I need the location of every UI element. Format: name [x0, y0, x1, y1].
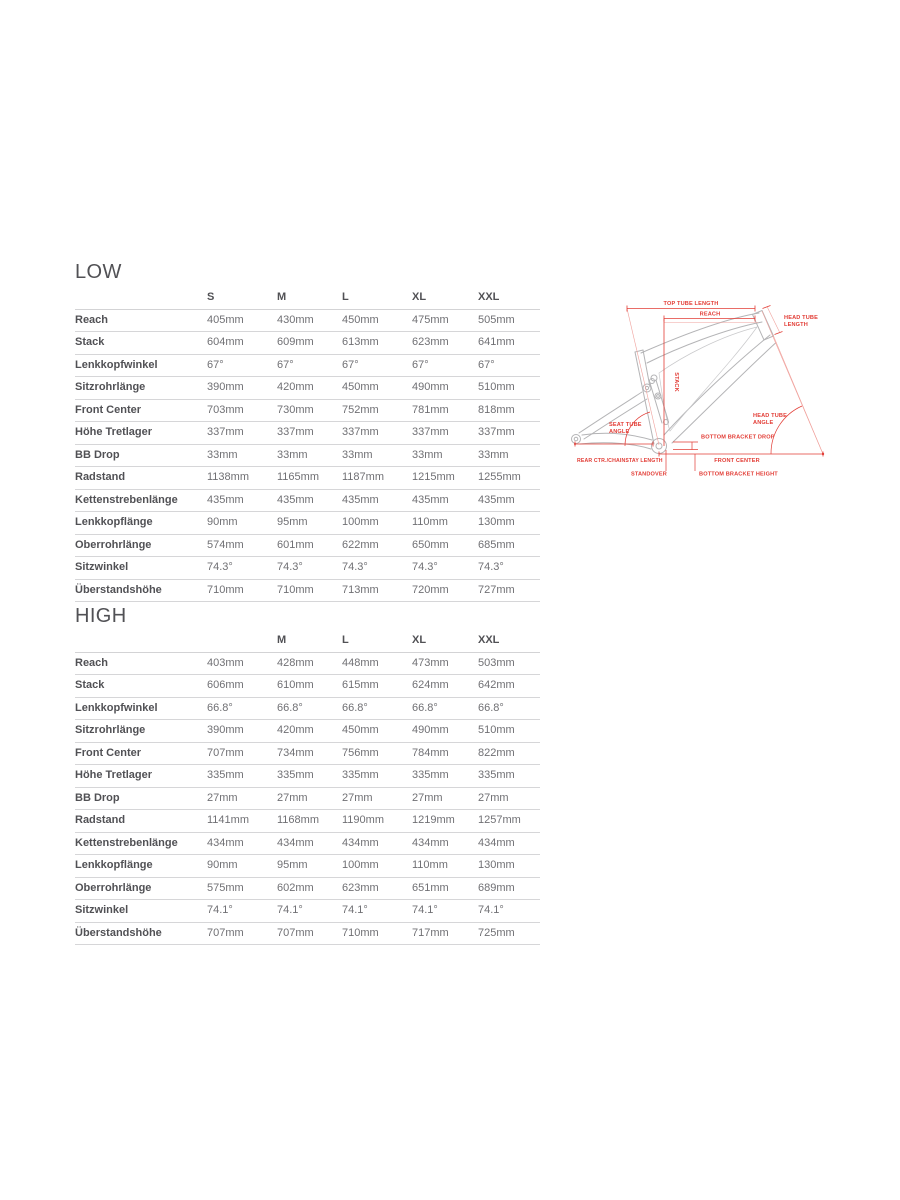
row-label: Lenkkopfwinkel: [75, 701, 158, 714]
cell-value: 1141mm: [207, 814, 249, 826]
cell-value: 756mm: [342, 746, 379, 759]
cell-value: 574mm: [207, 538, 244, 551]
table-row: [75, 675, 540, 698]
cell-value: 505mm: [478, 313, 515, 326]
cell-value: 66.8°: [412, 701, 438, 714]
cell-value: 74.1°: [277, 904, 303, 916]
table-row: [75, 765, 540, 788]
cell-value: 473mm: [412, 656, 449, 669]
row-label: Sitzrohrlänge: [75, 724, 146, 736]
cell-value: 1190mm: [342, 814, 384, 826]
cell-value: 1215mm: [412, 471, 455, 483]
cell-value: 337mm: [342, 426, 379, 438]
table-row: [75, 900, 540, 923]
table-row: [75, 535, 540, 558]
cell-value: 335mm: [342, 769, 379, 781]
cell-value: 100mm: [342, 859, 379, 871]
cell-value: 752mm: [342, 403, 379, 416]
cell-value: 784mm: [412, 746, 449, 759]
cell-value: 650mm: [412, 538, 449, 551]
cell-value: 1255mm: [478, 471, 521, 483]
label-rear-center: REAR CTR./CHAINSTAY LENGTH: [577, 458, 663, 464]
cell-value: 27mm: [342, 791, 373, 804]
column-header: L: [342, 634, 349, 646]
cell-value: 689mm: [478, 881, 515, 894]
cell-value: 822mm: [478, 746, 515, 759]
label-seat-tube-angle-1: SEAT TUBE: [609, 422, 642, 428]
cell-value: 713mm: [342, 583, 379, 596]
cell-value: 110mm: [412, 859, 448, 871]
geometry-setting-title-high: HIGH: [75, 605, 127, 627]
cell-value: 27mm: [412, 791, 443, 804]
cell-value: 66.8°: [478, 701, 504, 714]
row-label: Sitzwinkel: [75, 561, 129, 573]
cell-value: 74.1°: [207, 904, 233, 916]
cell-value: 74.3°: [277, 561, 303, 573]
row-label: Kettenstrebenlänge: [75, 493, 178, 506]
label-head-tube-length-2: LENGTH: [784, 322, 808, 328]
row-label: Lenkkopflänge: [75, 859, 153, 871]
cell-value: 434mm: [207, 836, 244, 849]
cell-value: 1168mm: [277, 814, 319, 826]
cell-value: 67°: [478, 358, 495, 371]
cell-value: 623mm: [342, 881, 379, 894]
row-label: Stack: [75, 679, 105, 691]
cell-value: 781mm: [412, 403, 449, 416]
row-label: Front Center: [75, 746, 141, 759]
cell-value: 475mm: [412, 313, 449, 326]
table-row: [75, 377, 540, 400]
cell-value: 74.3°: [412, 561, 438, 573]
cell-value: 420mm: [277, 724, 314, 736]
cell-value: 335mm: [412, 769, 449, 781]
cell-value: 74.3°: [342, 561, 368, 573]
cell-value: 1257mm: [478, 814, 521, 826]
cell-value: 651mm: [412, 881, 449, 894]
cell-value: 66.8°: [342, 701, 368, 714]
cell-value: 490mm: [412, 381, 449, 393]
cell-value: 575mm: [207, 881, 244, 894]
cell-value: 74.1°: [342, 904, 368, 916]
cell-value: 95mm: [277, 859, 308, 871]
row-label: Reach: [75, 656, 109, 669]
cell-value: 335mm: [478, 769, 515, 781]
cell-value: 27mm: [478, 791, 509, 804]
column-header: [75, 287, 207, 309]
table-row: [75, 557, 540, 580]
cell-value: 707mm: [207, 746, 244, 759]
row-label: Reach: [75, 313, 109, 326]
cell-value: 707mm: [207, 926, 244, 939]
column-header: S: [207, 291, 215, 303]
cell-value: 403mm: [207, 656, 244, 669]
cell-value: 27mm: [207, 791, 238, 804]
cell-value: 33mm: [342, 448, 373, 461]
cell-value: 67°: [412, 358, 429, 371]
table-row: [75, 833, 540, 856]
cell-value: 685mm: [478, 538, 515, 551]
label-reach: REACH: [699, 311, 721, 318]
cell-value: 435mm: [478, 493, 515, 506]
table-row: [75, 788, 540, 811]
cell-value: 430mm: [277, 313, 314, 326]
cell-value: 405mm: [207, 313, 244, 326]
cell-value: 510mm: [478, 724, 515, 736]
label-head-tube-angle-1: HEAD TUBE: [753, 413, 787, 419]
cell-value: 434mm: [342, 836, 379, 849]
table-row: [75, 355, 540, 378]
cell-value: 74.1°: [478, 904, 504, 916]
table-row: [75, 720, 540, 743]
cell-value: 90mm: [207, 859, 238, 871]
cell-value: 450mm: [342, 724, 379, 736]
cell-value: 66.8°: [207, 701, 233, 714]
table-row: [75, 512, 540, 535]
cell-value: 615mm: [342, 679, 379, 691]
cell-value: 66.8°: [277, 701, 303, 714]
cell-value: 335mm: [277, 769, 314, 781]
cell-value: 717mm: [412, 926, 449, 939]
table-row: [75, 653, 540, 676]
cell-value: 641mm: [478, 336, 515, 348]
cell-value: 110mm: [412, 516, 448, 528]
cell-value: 1165mm: [277, 471, 319, 483]
column-header: XXL: [478, 291, 500, 303]
cell-value: 434mm: [412, 836, 449, 849]
cell-value: 420mm: [277, 381, 314, 393]
cell-value: 130mm: [478, 859, 515, 871]
column-header: [207, 630, 277, 652]
cell-value: 67°: [207, 358, 224, 371]
row-label: BB Drop: [75, 791, 120, 804]
table-row: [75, 810, 540, 833]
cell-value: 337mm: [412, 426, 449, 438]
cell-value: 623mm: [412, 336, 449, 348]
label-front-center: FRONT CENTER: [714, 458, 760, 464]
row-label: Front Center: [75, 403, 141, 416]
cell-value: 490mm: [412, 724, 449, 736]
geometry-setting-title-low: LOW: [75, 261, 122, 283]
column-header: XL: [412, 634, 427, 646]
cell-value: 337mm: [478, 426, 515, 438]
row-label: Oberrohrlänge: [75, 881, 152, 894]
cell-value: 435mm: [342, 493, 379, 506]
cell-value: 818mm: [478, 403, 515, 416]
cell-value: 130mm: [478, 516, 515, 528]
table-row: [75, 923, 540, 946]
cell-value: 74.3°: [478, 561, 504, 573]
row-label: Sitzrohrlänge: [75, 381, 146, 393]
cell-value: 74.3°: [207, 561, 233, 573]
row-label: Lenkkopflänge: [75, 516, 153, 528]
label-seat-tube-angle-2: ANGLE: [609, 429, 630, 435]
cell-value: 1219mm: [412, 814, 455, 826]
cell-value: 725mm: [478, 926, 515, 939]
geometry-table-low: [75, 287, 540, 602]
cell-value: 710mm: [277, 583, 314, 596]
cell-value: 503mm: [478, 656, 515, 669]
table-row: [75, 445, 540, 468]
cell-value: 610mm: [277, 679, 314, 691]
cell-value: 95mm: [277, 516, 308, 528]
frame-geometry-diagram: [565, 286, 900, 496]
cell-value: 703mm: [207, 403, 244, 416]
cell-value: 90mm: [207, 516, 238, 528]
cell-value: 435mm: [207, 493, 244, 506]
table-row: [75, 400, 540, 423]
row-label: Radstand: [75, 471, 126, 483]
cell-value: 1187mm: [342, 471, 384, 483]
row-label: Sitzwinkel: [75, 904, 129, 916]
table-row: [75, 332, 540, 355]
label-stack: STACK: [673, 372, 679, 392]
row-label: Überstandshöhe: [75, 583, 162, 596]
table-header-row: [75, 630, 540, 653]
cell-value: 435mm: [412, 493, 449, 506]
cell-value: 730mm: [277, 403, 314, 416]
table-row: [75, 855, 540, 878]
table-row: [75, 698, 540, 721]
cell-value: 720mm: [412, 583, 449, 596]
cell-value: 727mm: [478, 583, 515, 596]
table-row: [75, 878, 540, 901]
table-row: [75, 580, 540, 603]
table-row: [75, 743, 540, 766]
dimension-lines: [574, 306, 824, 472]
cell-value: 390mm: [207, 724, 244, 736]
table-row: [75, 422, 540, 445]
cell-value: 67°: [277, 358, 294, 371]
cell-value: 1138mm: [207, 471, 249, 483]
cell-value: 601mm: [277, 538, 314, 551]
cell-value: 450mm: [342, 381, 379, 393]
cell-value: 624mm: [412, 679, 449, 691]
cell-value: 434mm: [478, 836, 515, 849]
cell-value: 33mm: [478, 448, 509, 461]
cell-value: 428mm: [277, 656, 314, 669]
row-label: Kettenstrebenlänge: [75, 836, 178, 849]
table-row: [75, 310, 540, 333]
cell-value: 510mm: [478, 381, 515, 393]
cell-value: 710mm: [207, 583, 244, 596]
row-label: Radstand: [75, 814, 126, 826]
column-header: L: [342, 291, 349, 303]
cell-value: 734mm: [277, 746, 314, 759]
cell-value: 622mm: [342, 538, 379, 551]
cell-value: 337mm: [207, 426, 244, 438]
cell-value: 100mm: [342, 516, 379, 528]
cell-value: 613mm: [342, 336, 379, 348]
cell-value: 642mm: [478, 679, 515, 691]
row-label: Oberrohrlänge: [75, 538, 152, 551]
label-standover: STANDOVER: [630, 471, 667, 478]
cell-value: 609mm: [277, 336, 314, 348]
cell-value: 27mm: [277, 791, 308, 804]
cell-value: 448mm: [342, 656, 379, 669]
label-top-tube-length: TOP TUBE LENGTH: [663, 301, 719, 307]
cell-value: 67°: [342, 358, 359, 371]
row-label: Überstandshöhe: [75, 926, 162, 939]
column-header: M: [277, 291, 287, 303]
cell-value: 335mm: [207, 769, 244, 781]
column-header: M: [277, 634, 287, 646]
table-row: [75, 490, 540, 513]
cell-value: 390mm: [207, 381, 244, 393]
geometry-table-high: [75, 630, 540, 945]
cell-value: 33mm: [412, 448, 443, 461]
label-bottom-bracket-height: BOTTOM BRACKET HEIGHT: [699, 471, 778, 478]
cell-value: 707mm: [277, 926, 314, 939]
row-label: BB Drop: [75, 448, 120, 461]
table-header-row: [75, 287, 540, 310]
cell-value: 710mm: [342, 926, 379, 939]
cell-value: 435mm: [277, 493, 314, 506]
row-label: Höhe Tretlager: [75, 769, 153, 781]
label-bottom-bracket-drop: BOTTOM BRACKET DROP: [701, 434, 775, 441]
row-label: Lenkkopfwinkel: [75, 358, 158, 371]
label-head-tube-angle-2: ANGLE: [753, 420, 774, 426]
cell-value: 606mm: [207, 679, 244, 691]
cell-value: 337mm: [277, 426, 314, 438]
cell-value: 33mm: [207, 448, 238, 461]
cell-value: 33mm: [277, 448, 308, 461]
cell-value: 434mm: [277, 836, 314, 849]
cell-value: 604mm: [207, 336, 244, 348]
column-header: [75, 630, 207, 652]
column-header: XXL: [478, 634, 500, 646]
row-label: Höhe Tretlager: [75, 426, 153, 438]
cell-value: 602mm: [277, 881, 314, 894]
column-header: XL: [412, 291, 427, 303]
cell-value: 450mm: [342, 313, 379, 326]
cell-value: 74.1°: [412, 904, 438, 916]
table-row: [75, 467, 540, 490]
label-head-tube-length-1: HEAD TUBE: [784, 315, 818, 321]
row-label: Stack: [75, 336, 105, 348]
